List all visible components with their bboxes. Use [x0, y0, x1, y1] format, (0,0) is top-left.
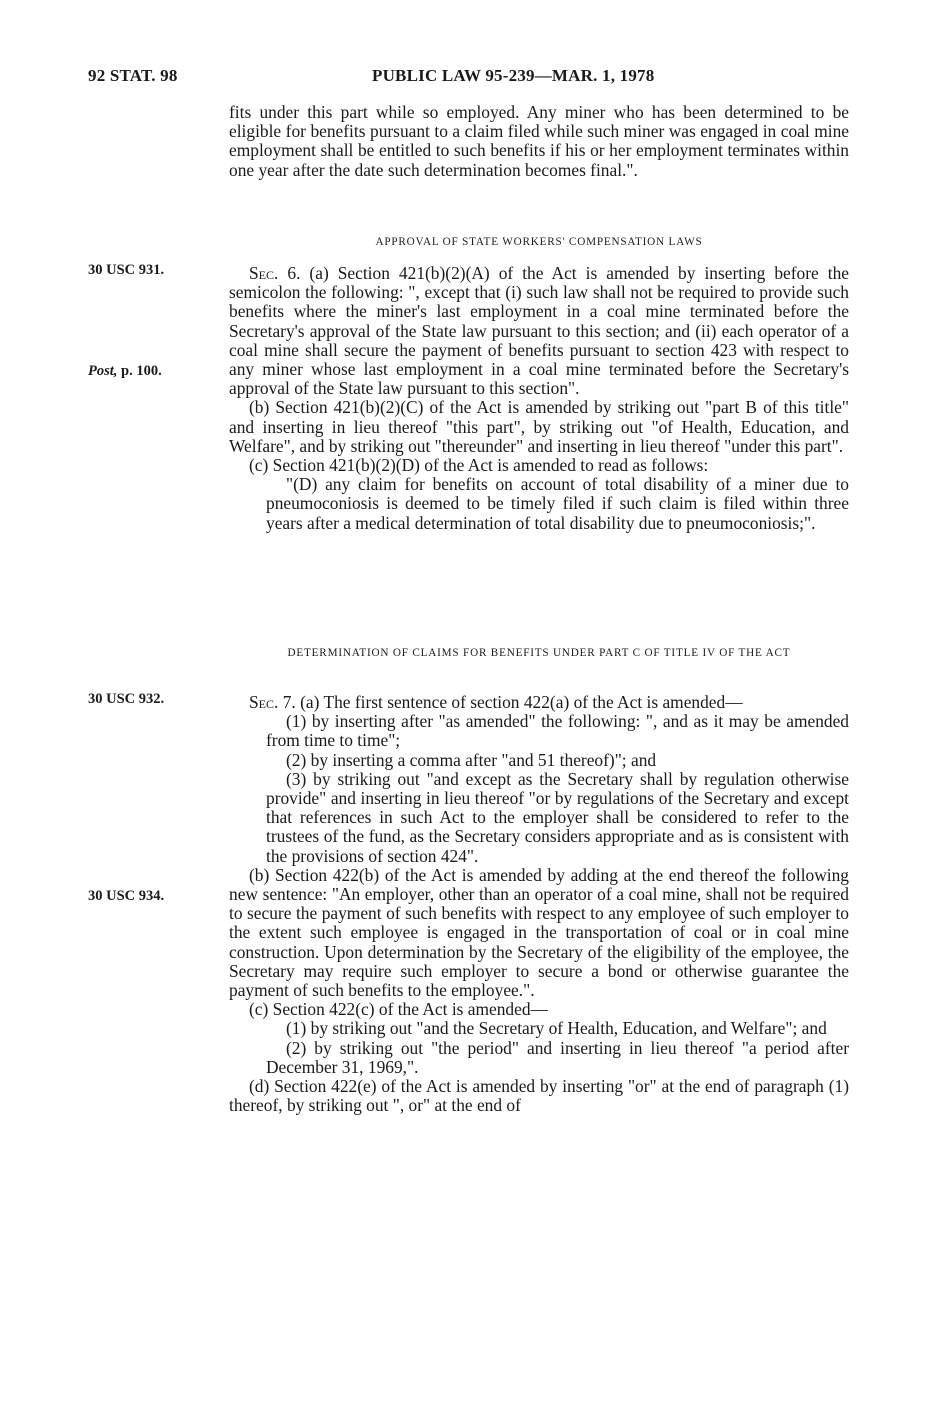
section-6-c-quote: "(D) any claim for benefits on account of total disability of a miner due to pneumoconiosis is deemed to be timely filed if such claim is filed within three years after a medical determination of total disability due to pneumoconiosis;".	[266, 474, 849, 533]
section-6	[229, 264, 849, 533]
section-7-c-2: (2) by striking out "the period" and inserting in lieu thereof "a period after December 31, 1969,".	[266, 1037, 849, 1077]
section-6-b: (b) Section 421(b)(2)(C) of the Act is amended by striking out "part B of this title" and inserting in lieu thereof "this part", by striking out "of Health, Education, and Welfare", and by striking out "thereunder" and inserting in lieu thereof "under this part".	[229, 397, 849, 456]
post-label: Post,	[88, 363, 118, 379]
section-7	[229, 693, 849, 1115]
section-7-a	[229, 693, 849, 712]
page-citation: 92 STAT. 98	[88, 66, 178, 85]
page-header-title: PUBLIC LAW 95-239—MAR. 1, 1978	[372, 66, 655, 85]
section-7-a-text: 7. (a) The first sentence of section 422(a) of the Act is amended—	[282, 692, 743, 712]
section-6-c: (c) Section 421(b)(2)(D) of the Act is amended to read as follows:	[249, 455, 709, 476]
section-6-a-text: 6. (a) Section 421(b)(2)(A) of the Act is amended by inserting before the semicolon the following: ", except that (i) such law shall not be required to provide such benefits where the miner's last employment in a coal mine terminated before the Secretary's approval of the State law pursuant to this section; and (ii) each operator of a coal mine shall secure the payment of benefits pursuant to section 423 with respect to any miner whose last employment in a coal mine terminated before the Secretary's approval of the State law pursuant to this section".	[229, 263, 849, 399]
section-7-b: (b) Section 422(b) of the Act is amended by adding at the end thereof the following new sentence: "An employer, other than an operator of a coal mine, shall not be required to secure the payment of such benefits with respect to any employee of such employer to the extent such employee is engaged in the transportation of coal or in coal mine construction. Upon determination by the Secretary of the eligibility of the employee, the Secretary may require such employer to secure a bond or otherwise guarantee the payment of such benefits to the employee.".	[229, 864, 849, 1001]
paragraph-continued: fits under this part while so employed. Any miner who has been determined to be eligible for benefits pursuant to a claim filed while such miner was engaged in coal mine employment shall be entitled to such benefits if his or her employment terminates within one year after the date such determination becomes final.".	[229, 102, 849, 180]
margin-note-post	[88, 363, 162, 380]
section-7-d: (d) Section 422(e) of the Act is amended by inserting "or" at the end of paragraph (1) thereof, by striking out ", or" at the end of	[229, 1076, 849, 1116]
margin-note-30-usc-932: 30 USC 932.	[88, 691, 165, 707]
sec-label: Sec.	[249, 263, 279, 283]
section-heading-part-c: DETERMINATION OF CLAIMS FOR BENEFITS UNDER PART C OF TITLE IV OF THE ACT	[287, 647, 791, 659]
margin-note-30-usc-931: 30 USC 931.	[88, 262, 165, 278]
section-7-c: (c) Section 422(c) of the Act is amended—	[249, 999, 548, 1020]
margin-note-30-usc-934: 30 USC 934.	[88, 888, 165, 904]
section-7-a-2: (2) by inserting a comma after "and 51 thereof)"; and	[286, 749, 657, 770]
section-7-a-3: (3) by striking out "and except as the Secretary shall by regulation otherwise provide" and inserting in lieu thereof "or by regulations of the Secretary and except that references in such Act to the employer shall be considered to refer to the trustees of the fund, as the Secretary considers appropriate and as is consistent with the provisions of section 424".	[266, 768, 849, 866]
section-7-a-1: (1) by inserting after "as amended" the following: ", and as it may be amended from time to time";	[266, 711, 849, 751]
section-heading-state-approval: APPROVAL OF STATE WORKERS' COMPENSATION LAWS	[375, 236, 703, 248]
continued-paragraph	[229, 103, 849, 180]
sec-label: Sec.	[249, 692, 279, 712]
post-page: p. 100.	[121, 363, 162, 379]
section-7-c-1: (1) by striking out "and the Secretary of Health, Education, and Welfare"; and	[286, 1018, 827, 1039]
section-6-a	[229, 264, 849, 398]
